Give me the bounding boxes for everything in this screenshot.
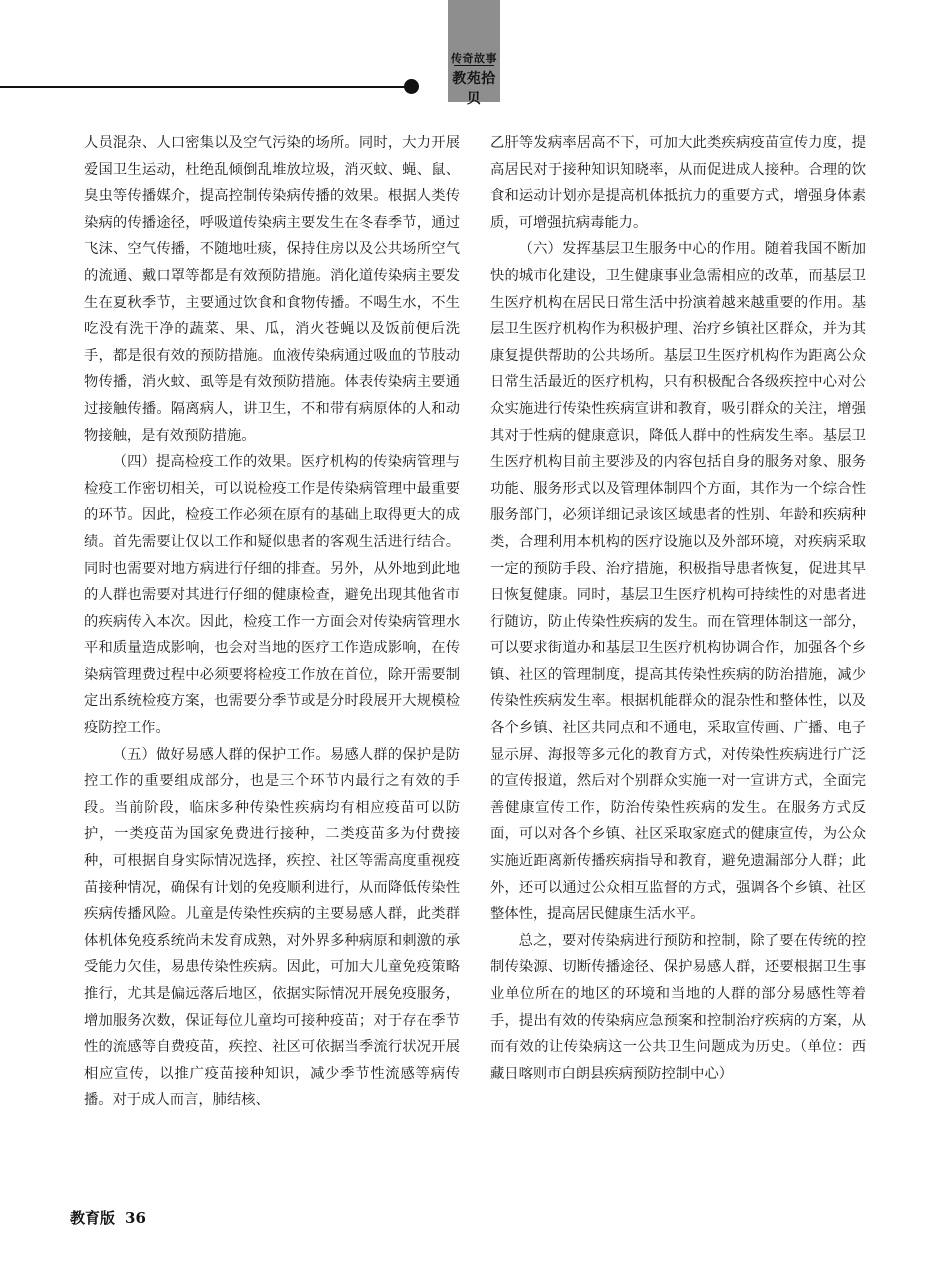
column-small-title: 传奇故事 — [451, 52, 497, 65]
right-column — [490, 130, 866, 1087]
column-big-title: 教苑拾贝 — [452, 71, 496, 107]
header-dot — [404, 79, 419, 94]
header-rule — [0, 86, 412, 88]
paragraph: 人员混杂、人口密集以及空气污染的场所。同时，大力开展爱国卫生运动，杜绝乱倾倒乱堆放垃圾，消灭蚊、蝇、鼠、臭虫等传播媒介，提高控制传染病传播的效果。根据人类传染病的传播途径，呼吸道传染病主要发生在冬春季节，通过飞沫、空气传播，不随地吐痰，保持住房以及公共场所空气的流通、戴口罩等都是有效预防措施。消化道传染病主要发生在夏秋季节，主要通过饮食和食物传播。不喝生水，不生吃没有洗干净的蔬菜、果、瓜，消火苍蝇以及饭前便后洗手，都是很有效的预防措施。血液传染病通过吸血的节肢动物传播，消火蚊、虱等是有效预防措施。体表传染病主要通过接触传播。隔离病人，讲卫生，不和带有病原体的人和动物接触，是有效预防措施。 — [84, 135, 460, 444]
page-number: 36 — [125, 1209, 146, 1227]
column-tab — [448, 0, 500, 107]
paragraph: （四）提高检疫工作的效果。医疗机构的传染病管理与检疫工作密切相关，可以说检疫工作是传染病管理中最重要的环节。因此，检疫工作必须在原有的基础上取得更大的成绩。首先需要让仅以工作和疑似患者的客观生活进行结合。同时也需要对地方病进行仔细的排查。另外，从外地到此地的人群也需要对其进行仔细的健康检查，避免出现其他省市的疾病传入本次。因此，检疫工作一方面会对传染病管理水平和质量造成影响，也会对当地的医疗工作造成影响，在传染病管理费过程中必须要将检疫工作放在首位，除开需要制定出系统检疫方案，也需要分季节或是分时段展开大规模检疫防控工作。 — [84, 454, 460, 737]
paragraph: （五）做好易感人群的保护工作。易感人群的保护是防控工作的重要组成部分，也是三个环节内最行之有效的手段。当前阶段，临床多种传染性疾病均有相应疫苗可以防护，一类疫苗为国家免费进行接种，二类疫苗多为付费接种，可根据自身实际情况选择，疾控、社区等需高度重视疫苗接种情况，确保有计划的免疫顺利进行，从而降低传染性疾病传播风险。儿童是传染性疾病的主要易感人群，此类群体机体免疫系统尚未发育成熟，对外界多种病原和刺激的承受能力欠佳，易患传染性疾病。因此，可加大儿童免疫策略推行，尤其是偏远落后地区，依据实际情况开展免疫服务，增加服务次数，保证每位儿童均可接种疫苗；对于存在季节性的流感等自费疫苗，疾控、社区可依据当季流行状况开展相应宣传，以推广疫苗接种知识，减少季节性流感等病传播。对于成人而言，肺结核、 — [84, 746, 460, 1109]
left-column — [84, 130, 460, 1114]
paragraph: 总之，要对传染病进行预防和控制，除了要在传统的控制传染源、切断传播途径、保护易感人群，还要根据卫生事业单位所在的地区的环境和当地的人群的部分易感性等着手，提出有效的传染病应急预案和控制治疗疾病的方案，从而有效的让传染病这一公共卫生问题成为历史。（单位：西藏日喀则市白朗县疾病预防控制中心） — [490, 932, 866, 1082]
page-footer — [70, 1207, 146, 1228]
paragraph: 乙肝等发病率居高不下，可加大此类疾病疫苗宣传力度，提高居民对于接种知识知晓率，从而促进成人接种。合理的饮食和运动计划亦是提高机体抵抗力的重要方式，增强身体素质，可增强抗病毒能力。 — [490, 135, 866, 231]
paragraph: （六）发挥基层卫生服务中心的作用。随着我国不断加快的城市化建设，卫生健康事业急需相应的改革，而基层卫生医疗机构在居民日常生活中扮演着越来越重要的作用。基层卫生医疗机构作为积极护理、治疗乡镇社区群众，并为其康复提供帮助的公共场所。基层卫生医疗机构作为距离公众日常生活最近的医疗机构，只有积极配合各级疾控中心对公众实施进行传染性疾病宣讲和教育，吸引群众的关注，增强其对于性病的健康意识，降低人群中的性病发生率。基层卫生医疗机构目前主要涉及的内容包括自身的服务对象、服务功能、服务形式以及管理体制四个方面，其作为一个综合性服务部门，必须详细记录该区域患者的性别、年龄和疾病种类，合理利用本机构的医疗设施以及外部环境，对疾病采取一定的预防手段、治疗措施，积极指导患者恢复，促进其早日恢复健康。同时，基层卫生医疗机构可持续性的对患者进行随访，防止传染性疾病的发生。而在管理体制这一部分，可以要求街道办和基层卫生医疗机构协调合作，加强各个乡镇、社区的管理制度，提高其传染性疾病的防治措施，减少传染性疾病发生率。根据机能群众的混杂性和整体性，以及各个乡镇、社区共同点和不通电，采取宣传画、广播、电子显示屏、海报等多元化的教育方式，对传染性疾病进行广泛的宣传报道，然后对个别群众实施一对一宣讲方式，全面完善健康宣传工作，防治传染性疾病的发生。在服务方式反面，可以对各个乡镇、社区采取家庭式的健康宣传，为公众实施近距离新传播疾病指导和教育，避免遗漏部分人群；此外，还可以通过公众相互监督的方式，强调各个乡镇、社区整体性，提高居民健康生活水平。 — [490, 241, 866, 923]
column-tab-divider — [454, 65, 494, 66]
edition-label: 教育版 — [70, 1209, 116, 1227]
